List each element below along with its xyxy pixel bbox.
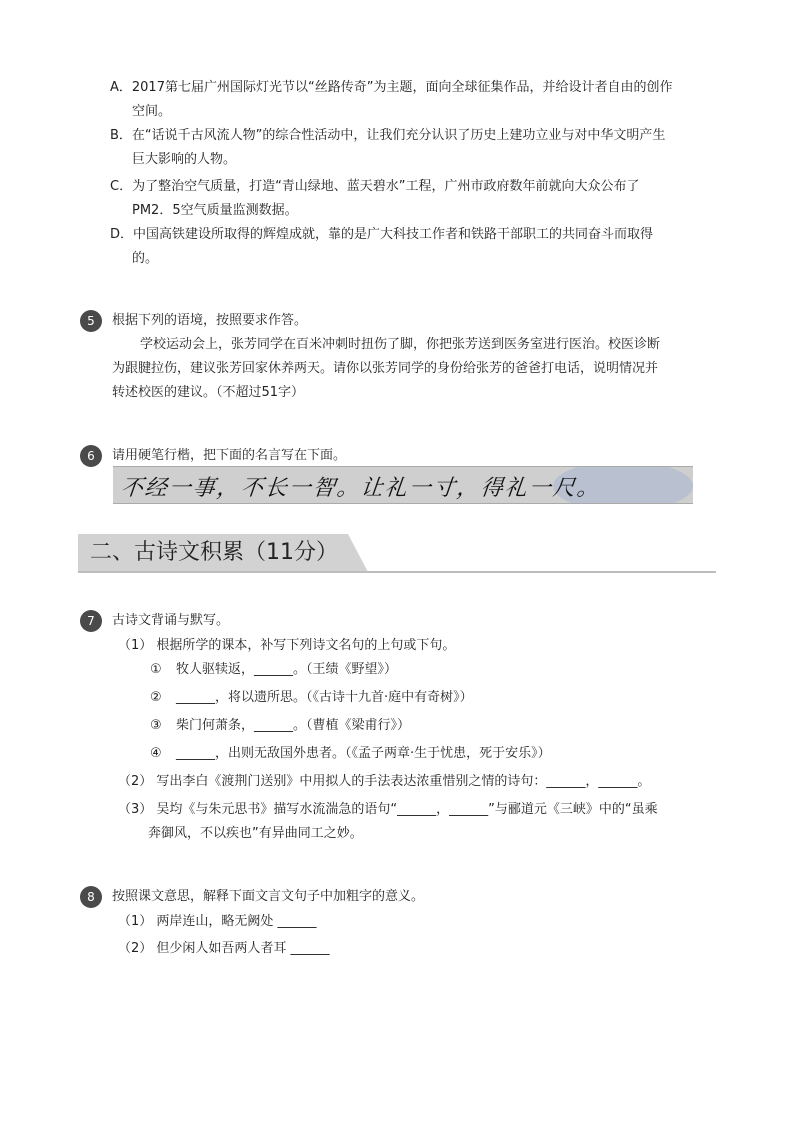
question-body: 转述校医的建议。（不超过51字） [112,385,305,400]
sub-question: （1） 两岸连山，略无阙处 ______ [118,914,317,929]
question-prompt: 古诗文背诵与默写。 [112,613,230,628]
question-number-badge: 8 [80,886,102,908]
option-c-line2: PM2．5空气质量监测数据。 [132,203,298,218]
item-marker: ① [150,662,162,677]
option-a-line1: A．2017第七届广州国际灯光节以“丝路传奇”为主题，面向全球征集作品，并给设计者自由的创作 [110,80,673,95]
question-body: 为跟腱拉伤，建议张芳回家休养两天。请你以张芳同学的身份给张芳的爸爸打电话，说明情况并 [112,361,659,376]
question-prompt: 按照课文意思，解释下面文言文句子中加粗字的意义。 [112,889,425,904]
option-d-line1: D．中国高铁建设所取得的辉煌成就，靠的是广大科技工作者和铁路干部职工的共同奋斗而取得 [110,227,654,242]
option-b-line1: B．在“话说千古风流人物”的综合性活动中，让我们充分认识了历史上建功立业与对中华文明产生 [110,128,666,143]
sub-question: （2） 但少闲人如吾两人者耳 ______ [118,941,330,956]
sub-question: 奔御风，不以疾也”有异曲同工之妙。 [148,826,363,841]
sub-question: （2） 写出李白《渡荆门送别》中用拟人的手法表达浓重惜别之情的诗句：______，______。 [118,774,651,789]
question-number-badge: 5 [80,310,102,332]
question-prompt: 请用硬笔行楷，把下面的名言写在下面。 [112,448,347,463]
question-number-badge: 6 [80,445,102,467]
fill-blank-item: 柴门何萧条，______。（曹植《梁甫行》） [176,718,411,733]
question-prompt: 根据下列的语境，按照要求作答。 [112,313,308,328]
section-title: 二、古诗文积累（11分） [90,540,338,565]
sub-question: （1） 根据所学的课本，补写下列诗文名句的上句或下句。 [118,638,456,653]
fill-blank-item: 牧人驱犊返，______。（王绩《野望》） [176,662,398,677]
section-divider [78,571,716,573]
calligraphy-image [113,466,693,504]
option-c-line1: C．为了整治空气质量，打造“青山绿地、蓝天碧水”工程，广州市政府数年前就向大众公布了 [110,179,640,194]
item-marker: ④ [150,746,162,761]
fill-blank-item: ______，将以遗所思。（《古诗十九首·庭中有奇树》） [176,690,473,705]
fill-blank-item: ______，出则无敌国外患者。（《孟子两章·生于忧患，死于安乐》） [176,746,551,761]
option-b-line2: 巨大影响的人物。 [132,152,237,167]
question-body: 学校运动会上，张芳同学在百米冲刺时扭伤了脚，你把张芳送到医务室进行医治。校医诊断 [140,337,661,352]
sub-question: （3） 吴均《与朱元思书》描写水流湍急的语句“______，______”与郦道元《三峡》中的“虽乘 [118,802,658,817]
question-number-badge: 7 [80,610,102,632]
option-d-line2: 的。 [132,251,159,266]
item-marker: ② [150,690,162,705]
calligraphy-text: 不经一事，不长一智。让礼一寸，得礼一尺。 [119,476,603,501]
item-marker: ③ [150,718,162,733]
option-a-line2: 空间。 [132,104,172,119]
